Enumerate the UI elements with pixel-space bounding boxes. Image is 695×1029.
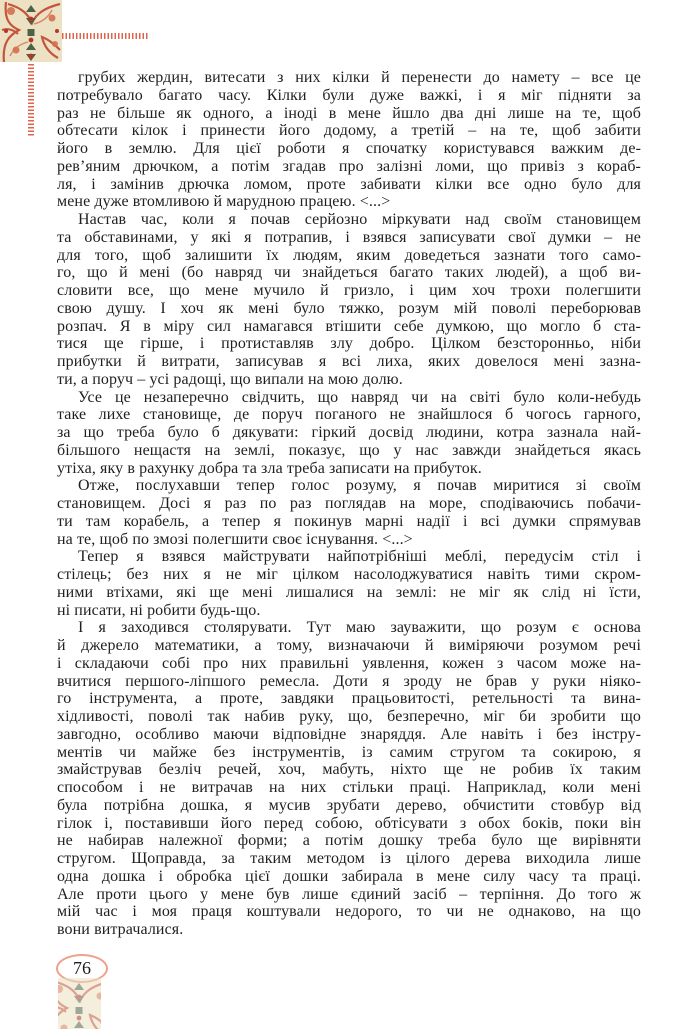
- text-line: та обставинами, у які я потрапив, і взявся записувати свої думки – не: [57, 228, 641, 246]
- dashed-rule-horizontal: [62, 33, 148, 39]
- text-line: Усе це незаперечно свідчить, що навряд чи на світі було коли-небудь: [78, 388, 641, 406]
- text-line: І я заходився столярувати. Тут маю зауважити, що розум є основа: [78, 619, 641, 637]
- text-line: способом і не витрачав на них стільки праці. Наприклад, коли мені: [57, 779, 641, 796]
- paragraph: [57, 211, 641, 389]
- page-number: 76: [73, 958, 91, 978]
- text-line: ти, а поруч – усі радощі, що випали на мою долю.: [57, 370, 403, 388]
- text-line: на те, щоб по змозі полегшити своє існування. <...>: [57, 530, 413, 548]
- paragraph: [57, 548, 641, 619]
- text-line: Але проти цього у мене був лише єдиний засіб – терпіння. До того ж: [57, 885, 641, 903]
- text-line: ти там корабель, а тепер я покинув марні надії і всі думки спрямував: [57, 512, 641, 530]
- text-line: словити все, що мене мучило й гризло, і цим хоч трохи полегшити: [57, 282, 641, 299]
- text-line: го, що й мені (бо навряд чи знайдеться багато таких людей), а щоб ви-: [57, 264, 641, 282]
- text-line: завгодно, особливо маючи відповідне знаряддя. Але навіть і без інстру-: [57, 725, 641, 743]
- text-line: була потрібна дошка, я мусив зрубати дерево, обчистити стовбур від: [57, 796, 641, 814]
- text-line: розпач. Я в міру сил намагався втішити себе думкою, що могло б ста-: [57, 317, 641, 335]
- text-line: й джерело математики, а тому, визначаючи й виміряючи розумом речі: [57, 637, 641, 654]
- text-line: його в землю. Для цієї роботи я спочатку користувався важким де-: [57, 140, 641, 157]
- text-line: більшого нещастя на землі, показує, що у нас завжди знайдеться якась: [57, 441, 641, 459]
- paragraph: [57, 619, 641, 939]
- paragraph: [57, 389, 641, 478]
- text-line: ментів чи майже без інструментів, із самим стругом та сокирою, я: [57, 743, 641, 761]
- text-line: го інструмента, а проте, завдяки працьовитості, ретельності та вина-: [57, 690, 641, 708]
- text-line: рев’яним дрючком, а потім згадав про залізні ломи, що привіз з кораб-: [57, 157, 641, 175]
- text-line: хідливості, поволі так набив руку, що, безперечно, міг би зробити що: [57, 708, 641, 725]
- body-text: [57, 69, 641, 939]
- text-line: утіха, яку в рахунку добра та зла треба записати на прибуток.: [57, 459, 482, 477]
- text-line: грубих жердин, витесати з них кілки й перенести до намету – все це: [78, 69, 641, 86]
- text-line: ні писати, ні робити будь-що.: [57, 601, 261, 619]
- text-line: Тепер я взявся майструвати найпотрібніші меблі, передусім стіл і: [78, 548, 641, 566]
- text-line: потребувало багато часу. Кілки були дуже важкі, і я міг підняти за: [57, 86, 641, 104]
- text-line: ля, і замінив дрючка ломом, проте забивати кілки все одно було для: [57, 175, 641, 193]
- text-line: прибутки й витрати, записував я всі лиха, яких довелося мені зазна-: [57, 353, 641, 370]
- paragraph: [57, 477, 641, 548]
- text-line: раз не більше як одного, а іноді в мене йшло два дні лише на те, щоб: [57, 104, 641, 122]
- text-line: стілець; без них я не міг цілком насолоджуватися навіть тими скром-: [57, 566, 641, 583]
- text-line: стругом. Щоправда, за таким методом із цілого дерева виходила лише: [57, 850, 641, 867]
- corner-ornament-icon: [0, 0, 62, 62]
- text-line: ними втіхами, які ще мені лишалися на землі: не міг як слід ні їсти,: [57, 583, 641, 601]
- text-line: і складаючи собі про них правильні уявлення, кожен з часом може на-: [57, 654, 641, 672]
- footer-ornament-icon: [58, 978, 101, 1029]
- dashed-rule-vertical: [28, 64, 34, 136]
- text-line: тися ще гірше, і протиставляв злу добро. Цілком безсторонньо, ніби: [57, 335, 641, 353]
- text-line: одна дошка і обробка цієї дошки забирала в мене силу часу та праці.: [57, 867, 641, 885]
- text-line: для того, щоб залишити їх людям, яким доведеться зазнати того само-: [57, 246, 641, 264]
- text-line: становищем. Досі я раз по раз поглядав на море, сподіваючись побачи-: [57, 495, 641, 512]
- text-line: обтесати кілок і принести його додому, а третій – на те, щоб забити: [57, 122, 641, 140]
- text-line: Отже, послухавши тепер голос розуму, я почав миритися зі своїм: [78, 477, 641, 495]
- text-line: гілок і, поставивши його перед собою, обтісувати з обох боків, поки він: [57, 814, 641, 832]
- text-line: мене дуже втомливою й марудною працею. <...>: [57, 193, 391, 211]
- text-line: вчитися першого-ліпшого ремесла. Доти я зроду не брав у руки ніяко-: [57, 672, 641, 690]
- text-line: вони витрачалися.: [57, 921, 184, 938]
- text-line: Настав час, коли я почав серйозно міркувати над своїм становищем: [78, 211, 641, 228]
- paragraph: [57, 69, 641, 211]
- text-line: мій час і моя праця коштували недорого, то чи не однаково, на що: [57, 903, 641, 921]
- text-line: таке лихе становище, де поруч поганого не знайшлося б чогось гарного,: [57, 406, 641, 424]
- text-line: не набирав належної форми; а потім дошку треба було ще вирівняти: [57, 832, 641, 850]
- text-line: свою душу. І хоч як мені було тяжко, розум мій поволі переборював: [57, 299, 641, 317]
- text-line: за що треба було б дякувати: гіркий досвід людини, котра зазнала най-: [57, 424, 641, 441]
- text-line: змайстрував безліч речей, хоч, мабуть, ніхто ще не робив їх таким: [57, 761, 641, 779]
